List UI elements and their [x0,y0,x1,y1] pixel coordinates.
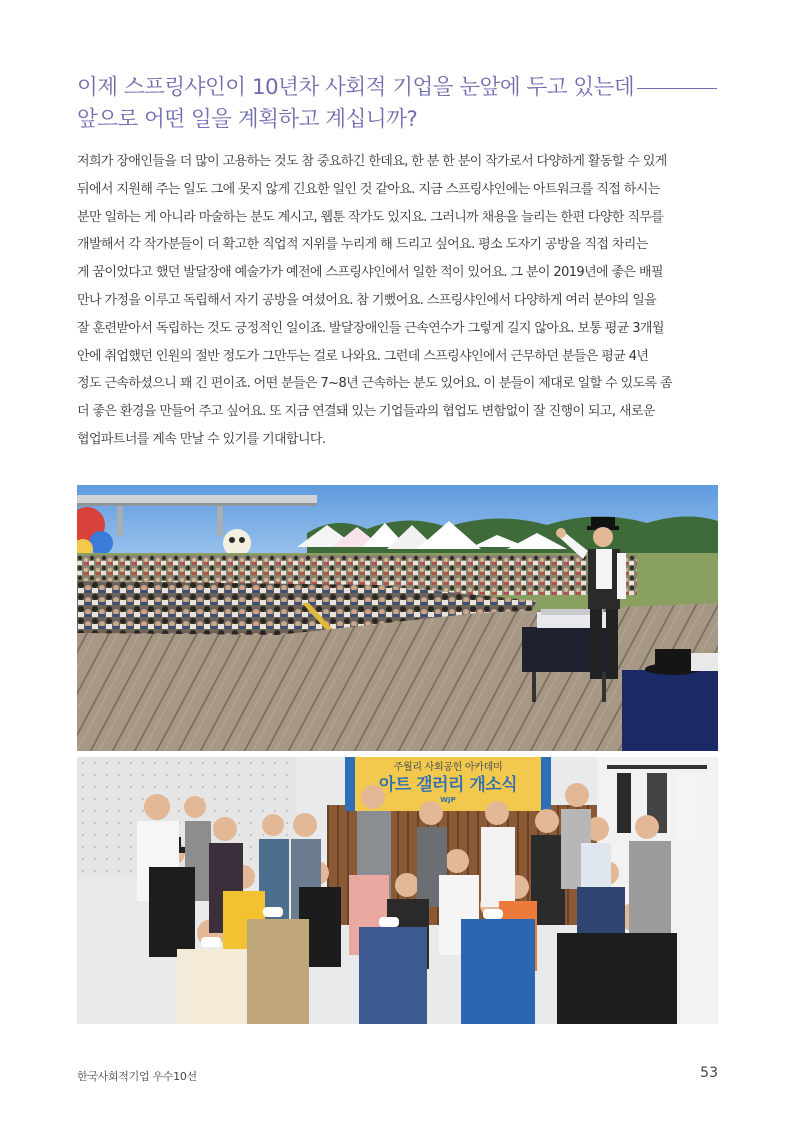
publication-title: 한국사회적기업 우수10선 [77,1070,197,1083]
gallery-opening-group-photo [77,757,718,1024]
paragraph-line: 분만 일하는 게 아니라 마술하는 분도 계시고, 웹툰 작가도 있지요. 그러니까 채용을 늘리는 한편 다양한 직무를 [77,209,664,225]
paragraph-line: 협업파트너를 계속 만날 수 있기를 기대합니다. [77,431,326,447]
paragraph-line: 잘 훈련받아서 독립하는 것도 긍정적인 일이죠. 발달장애인들 근속연수가 그렇게 길지 않아요. 보통 평균 3개월 [77,320,664,336]
paragraph-line: 저희가 장애인들을 더 많이 고용하는 것도 참 중요하긴 한데요, 한 분 한 분이 작가로서 다양하게 활동할 수 있게 [77,154,667,169]
heading-rule [637,88,717,89]
banner-logo: WJP [440,796,456,804]
banner-title: 아트 갤러리 개소식 [378,775,518,795]
festival-magic-show-photo [77,485,718,751]
paragraph-line: 더 좋은 환경을 만들어 주고 싶어요. 또 지금 연결돼 있는 기업들과의 협업도 변함없이 잘 진행이 되고, 새로운 [77,404,655,420]
banner-subtitle: 주월리 사회공헌 아카데미 [393,762,503,773]
paragraph-line: 안에 취업했던 인원의 절반 정도가 그만두는 걸로 나와요. 그런데 스프링샤인에서 근무하던 분들은 평균 4년 [77,348,649,364]
section-question-heading [77,72,717,136]
paragraph-line: 게 꿈이었다고 했던 발달장애 예술가가 예전에 스프링샤인에서 일한 적이 있어요. 그 분이 2019년에 좋은 배필 [77,265,663,281]
gallery-banner [355,761,541,809]
paragraph-line: 만나 가정을 이루고 독립해서 자기 공방을 여셨어요. 참 기뻤어요. 스프링샤인에서 다양하게 여러 분야의 일을 [77,292,657,308]
answer-paragraph [77,148,718,454]
heading-line-1: 이제 스프링샤인이 10년차 사회적 기업을 눈앞에 두고 있는데 [77,75,635,100]
paragraph-line: 정도 근속하셨으니 꽤 긴 편이죠. 어떤 분들은 7~8년 근속하는 분도 있어요. 이 분들이 제대로 일할 수 있도록 좀 [77,376,672,392]
paragraph-line: 개발해서 각 작가분들이 더 확고한 직업적 지위를 누리게 해 드리고 싶어요. 평소 도자기 공방을 직접 차리는 [77,237,648,253]
heading-line-2: 앞으로 어떤 일을 계획하고 계십니까? [77,107,418,132]
page-number: 53 [700,1065,718,1081]
paragraph-line: 뒤에서 지원해 주는 일도 그에 못지 않게 긴요한 일인 것 같아요. 지금 스프링샤인에는 아트워크를 직접 하시는 [77,181,660,197]
